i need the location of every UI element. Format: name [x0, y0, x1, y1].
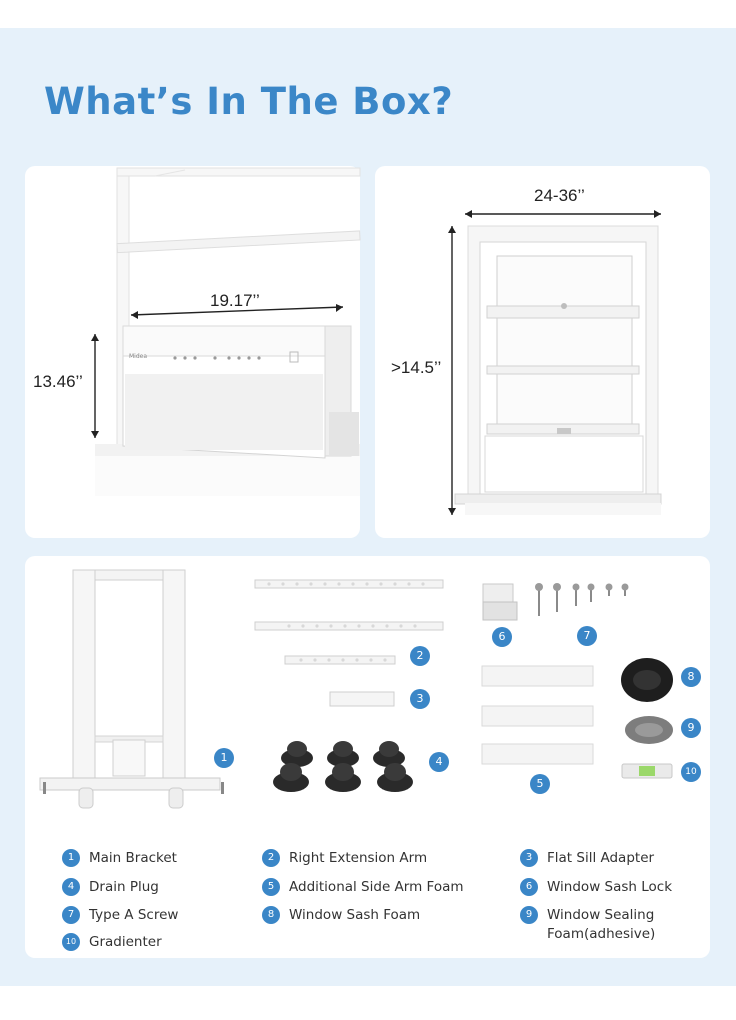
legend-label: Additional Side Arm Foam [289, 879, 464, 895]
drain-plug-image [273, 741, 413, 792]
legend-label: Right Extension Arm [289, 850, 428, 866]
legend-item-main-bracket [62, 849, 177, 868]
window-sealing-foam-image [625, 716, 673, 744]
legend-number: 5 [262, 878, 280, 896]
legend-number: 8 [262, 906, 280, 924]
parts-illustration [25, 556, 710, 958]
badge-7: 7 [577, 626, 597, 646]
legend-label: Drain Plug [89, 879, 159, 895]
legend-number: 10 [62, 933, 80, 951]
legend-label: Window Sash Foam [289, 907, 421, 923]
legend-item-type-a-screw [62, 906, 178, 925]
legend-number: 4 [62, 878, 80, 896]
badge-8: 8 [681, 667, 701, 687]
legend-item-drain-plug [62, 878, 159, 897]
page-title: What’s In The Box? [44, 80, 454, 123]
main-bracket-image [40, 570, 224, 808]
side-arm-foam-image [482, 666, 593, 764]
legend-number: 6 [520, 878, 538, 896]
legend-label: Main Bracket [89, 850, 177, 866]
badge-6: 6 [492, 627, 512, 647]
legend-item-gradienter [62, 933, 162, 952]
legend-label: Gradienter [89, 934, 162, 950]
legend-label: Window Sealing Foam(adhesive) [547, 907, 656, 942]
badge-4: 4 [429, 752, 449, 772]
legend-item-flat-sill-adapter [520, 849, 654, 868]
ac-width-label: 19.17’’ [210, 291, 260, 310]
window-height-label: >14.5’’ [391, 358, 442, 377]
legend-label: Flat Sill Adapter [547, 850, 655, 866]
ac-illustration [25, 166, 360, 538]
window-panel [375, 166, 710, 538]
legend-item-window-sash-lock [520, 878, 672, 897]
legend-item-right-extension-arm [262, 849, 427, 868]
parts-panel [25, 556, 710, 958]
badge-5: 5 [530, 774, 550, 794]
window-illustration [375, 166, 710, 538]
badge-1: 1 [214, 748, 234, 768]
legend-number: 7 [62, 906, 80, 924]
badge-10: 10 [681, 762, 701, 782]
legend-number: 3 [520, 849, 538, 867]
badge-3: 3 [410, 689, 430, 709]
legend-item-window-sash-foam [262, 906, 420, 925]
legend-label: Type A Screw [89, 907, 179, 923]
gradienter-image [622, 764, 672, 778]
legend-label: Window Sash Lock [547, 879, 673, 895]
legend-item-window-sealing-foam [520, 906, 680, 944]
legend-number: 9 [520, 906, 538, 924]
ac-brand-label: Midea [129, 353, 148, 360]
legend-number: 1 [62, 849, 80, 867]
type-a-screw-image [539, 588, 625, 616]
flat-sill-adapter-image [330, 692, 394, 706]
window-sash-lock-image [483, 584, 517, 620]
window-width-label: 24-36’’ [534, 186, 585, 205]
ac-height-label: 13.46’’ [33, 372, 83, 391]
window-sash-foam-image [621, 658, 673, 702]
badge-2: 2 [410, 646, 430, 666]
ac-panel [25, 166, 360, 538]
legend-item-additional-side-arm-foam [262, 878, 464, 897]
legend-number: 2 [262, 849, 280, 867]
badge-9: 9 [681, 718, 701, 738]
